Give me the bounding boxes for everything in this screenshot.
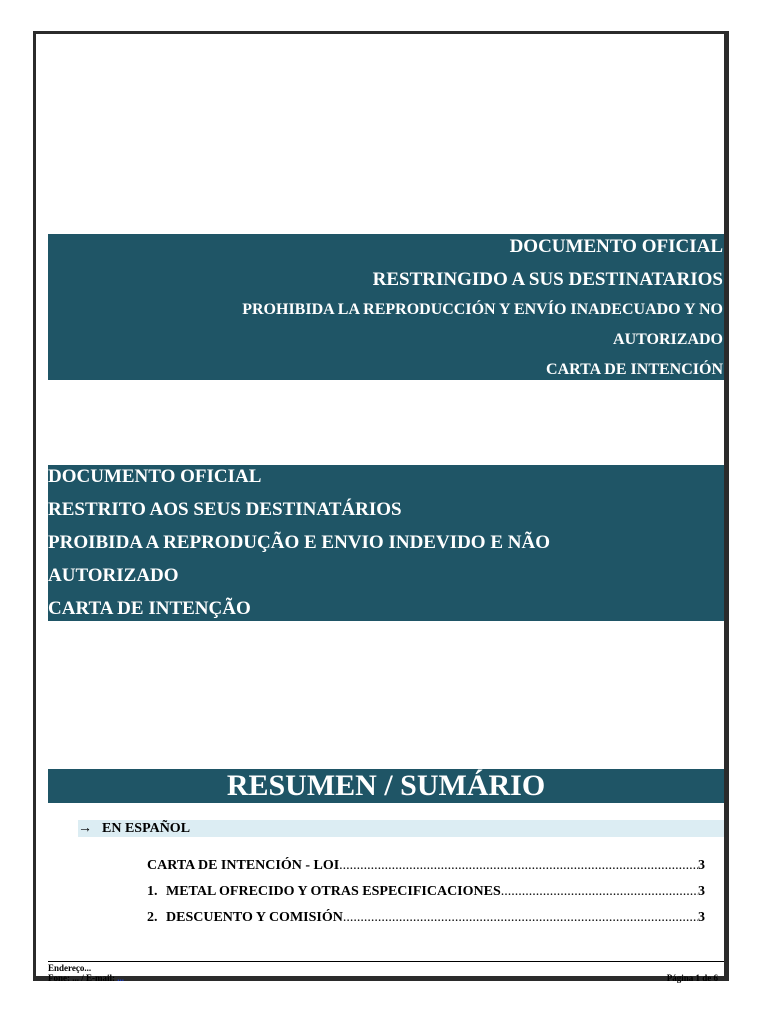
header-pt-line-5: CARTA DE INTENÇÃO (48, 598, 251, 619)
header-es-line-5: CARTA DE INTENCIÓN (546, 361, 723, 378)
toc-entry-number: 1. (147, 884, 158, 899)
footer-address: Endereço... (48, 963, 92, 973)
header-pt-line-4: AUTORIZADO (48, 565, 179, 586)
footer-contact (48, 973, 724, 983)
footer-divider (48, 961, 724, 962)
header-es-line-3: PROHIBIDA LA REPRODUCCIÓN Y ENVÍO INADECUADO Y NO (242, 301, 723, 318)
document-page (33, 31, 729, 981)
toc-entry[interactable] (147, 883, 705, 901)
footer-page-number: Página 1 de 6 (666, 973, 718, 983)
toc-leader-dots (501, 883, 698, 901)
header-es-line-4: AUTORIZADO (613, 331, 723, 348)
toc-entry-page: 3 (698, 884, 705, 899)
footer-phone-label: Fone: ... / E-mail: (48, 973, 118, 983)
right-arrow-icon: → (78, 821, 92, 836)
header-es-line-1: DOCUMENTO OFICIAL (509, 236, 723, 257)
header-pt-line-2: RESTRITO AOS SEUS DESTINATÁRIOS (48, 499, 402, 520)
header-pt-line-3: PROIBIDA A REPRODUÇÃO E ENVIO INDEVIDO E NÃO (48, 532, 550, 553)
toc-entry-title: DESCUENTO Y COMISIÓN (166, 910, 343, 925)
footer-email-link[interactable]: ... (117, 973, 124, 983)
section-heading-label: EN ESPAÑOL (102, 821, 191, 836)
header-band-portuguese (48, 465, 724, 621)
toc-entry[interactable] (147, 909, 705, 927)
toc-entry-page: 3 (698, 910, 705, 925)
toc-entry-title: CARTA DE INTENCIÓN - LOI (147, 858, 340, 873)
toc-entry[interactable] (147, 857, 705, 875)
header-pt-line-1: DOCUMENTO OFICIAL (48, 466, 262, 487)
header-band-spanish (48, 234, 724, 380)
toc-entry-page: 3 (698, 858, 705, 873)
toc-leader-dots (343, 909, 698, 927)
toc-entry-title: METAL OFRECIDO Y OTRAS ESPECIFICACIONES (166, 884, 501, 899)
toc-leader-dots (339, 857, 698, 875)
header-es-line-2: RESTRINGIDO A SUS DESTINATARIOS (372, 269, 723, 290)
section-heading-spanish[interactable] (78, 820, 724, 837)
toc-entry-number: 2. (147, 910, 158, 925)
summary-title: RESUMEN / SUMÁRIO (48, 769, 724, 803)
